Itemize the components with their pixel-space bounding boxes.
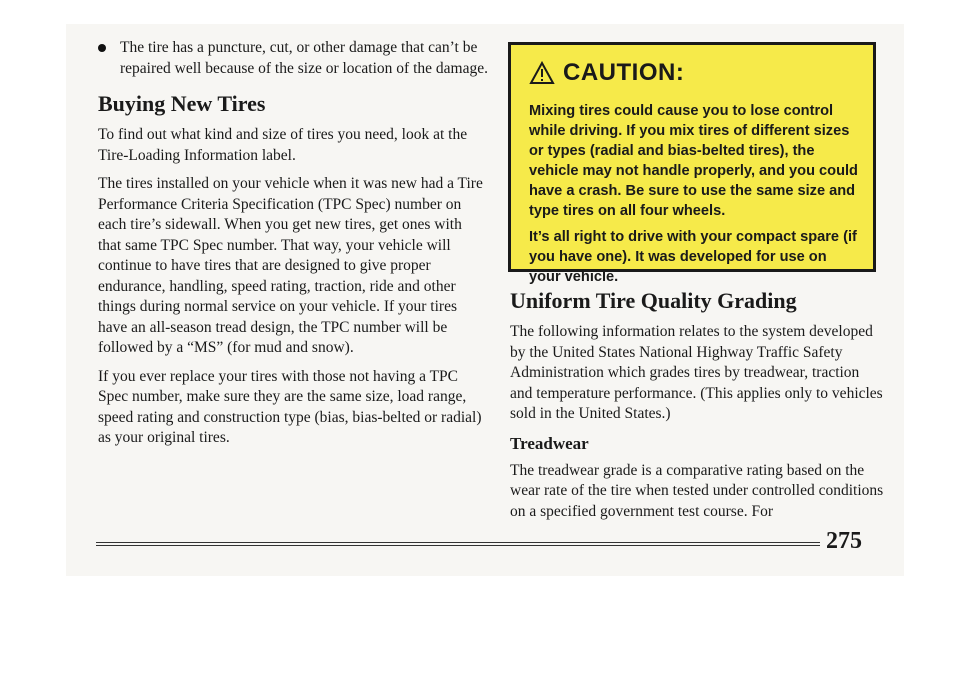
left-column <box>98 38 488 457</box>
caution-header <box>529 59 859 87</box>
paragraph: To find out what kind and size of tires you need, look at the Tire-Loading Information label. <box>98 126 468 164</box>
caution-text: It’s all right to drive with your compact spare (if you have one). It was developed for use on your vehicle. <box>529 229 857 285</box>
page-number: 275 <box>826 528 862 554</box>
section-heading-buying-new-tires: Buying New Tires <box>98 91 266 116</box>
paragraph: The treadwear grade is a comparative rating based on the wear rate of the tire when tested under controlled conditions on a specified government test course. For <box>510 461 884 520</box>
caution-text: Mixing tires could cause you to lose control while driving. If you mix tires of different sizes or types (radial and bias-belted tires), the vehicle may not handle properly, and you could have a crash. Be sure to use the same size and type tires on all four wheels. <box>529 103 858 219</box>
caution-box <box>508 42 876 285</box>
bullet-item <box>98 38 488 87</box>
section-heading-uniform-tire-quality-grading: Uniform Tire Quality Grading <box>510 288 797 313</box>
footer-rule <box>96 542 820 546</box>
paragraph: If you ever replace your tires with those not having a TPC Spec number, make sure they are the same size, load range, speed rating and construction type (bias, bias-belted or radial) as your original tires. <box>98 367 482 446</box>
subheading-treadwear: Treadwear <box>510 433 589 453</box>
bullet-text: The tire has a puncture, cut, or other damage that can’t be repaired well because of the size or location of the damage. <box>120 39 488 77</box>
paragraph: The following information relates to the system developed by the United States National Highway Traffic Safety Administration which grades tires by treadwear, traction and temperature performance. (This applies only to vehicles sold in the United States.) <box>510 323 883 422</box>
bullet-icon <box>98 44 106 52</box>
warning-triangle-icon <box>529 61 555 85</box>
paragraph: The tires installed on your vehicle when it was new had a Tire Performance Criteria Specification (TPC Spec) number on each tire’s sidewall. When you get new tires, get ones with that same TPC Spec number. That way, your vehicle will continue to have tires that are designed to give proper endurance, handling, speed rating, traction, ride and other things during normal service on your vehicle. If your tires have an all-season tread design, the TPC number will be followed by a “MS” (for mud and snow). <box>98 175 483 356</box>
right-column <box>510 284 885 530</box>
caution-title: CAUTION: <box>563 59 685 86</box>
